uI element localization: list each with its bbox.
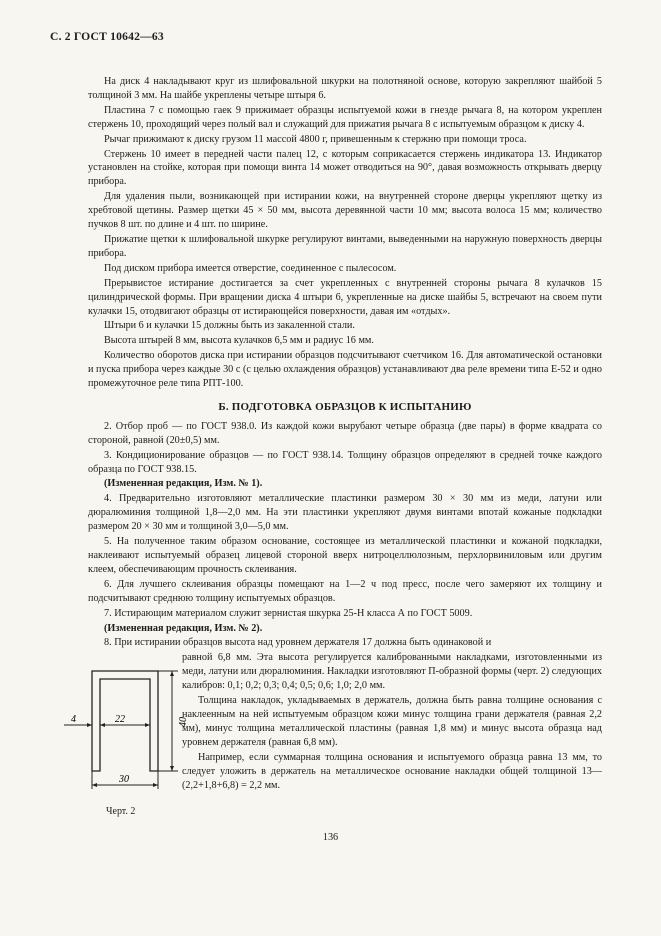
section-b-paragraphs xyxy=(88,420,602,636)
dim-label-4: 4 xyxy=(71,714,76,726)
dim-label-40: 40 xyxy=(178,717,189,728)
paragraph: Под диском прибора имеется отверстие, соединенное с пылесосом. xyxy=(104,262,397,274)
figure-row xyxy=(71,651,602,829)
dim-label-30: 30 xyxy=(119,774,129,786)
paragraph: 7. Истирающим материалом служит зернистая шкурка 25-Н класса А по ГОСТ 5009. xyxy=(104,607,473,619)
paragraph: 6. Для лучшего склеивания образцы помещают на 1—2 ч под пресс, после чего замеряют их толщину и подсчитывают среднюю толщину испытуемых образцов. xyxy=(88,578,602,604)
dim-label-22: 22 xyxy=(115,714,125,726)
figure-caption: Черт. 2 xyxy=(106,806,136,818)
amendment-note: (Измененная редакция, Изм. № 1). xyxy=(104,478,263,490)
paragraph-8-lead: 8. При истирании образцов высота над уровнем держателя 17 должна быть одинаковой и xyxy=(104,637,492,649)
page-header: С. 2 ГОСТ 10642—63 xyxy=(50,30,164,43)
section-title: Б. ПОДГОТОВКА ОБРАЗЦОВ К ИСПЫТАНИЮ xyxy=(218,400,472,413)
paragraph: Толщина накладок, укладываемых в держатель, должна быть равна толщине основания с наклеенным на ней испытуемым образцом кожи минус толщина грани держателя (равная 2,2 мм), минус толщина металлической пластины (равная 1,8 мм) и минус высота образца над уровнем держателя (равная 6,8 мм). xyxy=(182,695,602,748)
page-number: 136 xyxy=(322,832,339,843)
paragraph-8-side-text xyxy=(182,651,602,829)
paragraph: Штыри 6 и кулачки 15 должны быть из закаленной стали. xyxy=(104,320,355,332)
paragraph: Рычаг прижимают к диску грузом 11 массой 4800 г, привешенным к стержню при помощи троса. xyxy=(104,133,527,145)
paragraph: равной 6,8 мм. Эта высота регулируется калиброванными накладками, изготовленными из меди, латуни или дюралюминия. Накладки изготовляют П-образной формы (черт. 2) следующих калибров: 0,1; 0,2; 0,3; 0,4; 0,5; 0,6; 1,0; 2,0 мм. xyxy=(182,652,602,692)
paragraph: Пластина 7 с помощью гаек 9 прижимает образцы испытуемой кожи в гнезде рычага 8, на котором укреплен стержень 10, проходящий через полый вал и служащий для прижатия рычага 8 с испытуемым образцом к диску 4. xyxy=(88,104,602,130)
paragraph: 4. Предварительно изготовляют металлические пластинки размером 30 × 30 мм из меди, латуни или дюралюминия толщиной 1,8—2,0 мм. На эти пластинки укрепляют двумя винтами впотай кожаные подкладки размером 20 × 30 мм и толщиной 3,0—5,0 мм. xyxy=(88,493,602,533)
document-body xyxy=(71,75,602,829)
paragraph: Прижатие щетки к шлифовальной шкурке регулируют винтами, выведенными на наружную поверхность дверцы прибора. xyxy=(88,233,602,259)
section-a-paragraphs xyxy=(88,75,602,391)
paragraph: 3. Кондиционирование образцов — по ГОСТ 938.14. Толщину образцов определяют в средней точке каждого образца по ГОСТ 938.15. xyxy=(88,449,602,475)
paragraph: Например, если суммарная толщина основания и испытуемого образца равна 13 мм, то следует уложить в держатель на металлическое основание накладки общей толщиной 13—(2,2+1,8+6,8) = 2,2 мм. xyxy=(182,751,602,791)
paragraph: Высота штырей 8 мм, высота кулачков 6,5 мм и радиус 16 мм. xyxy=(104,335,374,347)
paragraph: Прерывистое истирание достигается за счет укрепленных с внутренней стороны рычага 8 кулачков 15 цилиндрической формы. При вращении диска 4 штыри 6, укрепленные на диске шайбы 5, встречают на своем пути кулачки 15, отодвигают образцы от истирающейся поверхности, давая им «отдых». xyxy=(88,277,602,317)
amendment-note: (Измененная редакция, Изм. № 2). xyxy=(104,622,263,634)
u-shaped-plate-drawing xyxy=(58,661,218,821)
paragraph: 2. Отбор проб — по ГОСТ 938.0. Из каждой кожи вырубают четыре образца (две пары) в форме квадрата со стороной, равной (20±0,5) мм. xyxy=(88,420,602,446)
paragraph: Количество оборотов диска при истирании образцов подсчитывают счетчиком 16. Для автоматической остановки и пуска прибора через каждые 30 с (с целью охлаждения образцов) устанавливают два реле времени типа Е-52 и одно промежуточное реле типа РПТ-100. xyxy=(88,350,602,390)
paragraph: На диск 4 накладывают круг из шлифовальной шкурки на полотняной основе, которую закрепляют шайбой 5 толщиной 3 мм. На шайбе укреплены четыре штыря 6. xyxy=(88,76,602,101)
figure-2 xyxy=(71,651,189,829)
paragraph: 5. На полученное таким образом основание, состоящее из металлической пластинки и кожаной подкладки, наклеивают испытуемый образец лицевой стороной вверх нитроцеллюлозным, перхлорвиниловым или другим клеем, обеспечивающим прочность склеивания. xyxy=(88,536,602,575)
paragraph: Для удаления пыли, возникающей при истирании кожи, на внутренней стороне дверцы укрепляют щетку из хребтовой щетины. Размер щетки 45 × 50 мм, высота деревянной части 10 мм; высота волоса 15 мм; количество пучков 8 шт. по длине и 4 шт. по ширине. xyxy=(88,191,602,231)
paragraph: Стержень 10 имеет в передней части палец 12, с которым соприкасается стержень индикатора 13. Индикатор установлен на стойке, которая при помощи винта 14 может отводиться на 90°, давая возможность открывать дверцу прибора. xyxy=(88,148,602,188)
